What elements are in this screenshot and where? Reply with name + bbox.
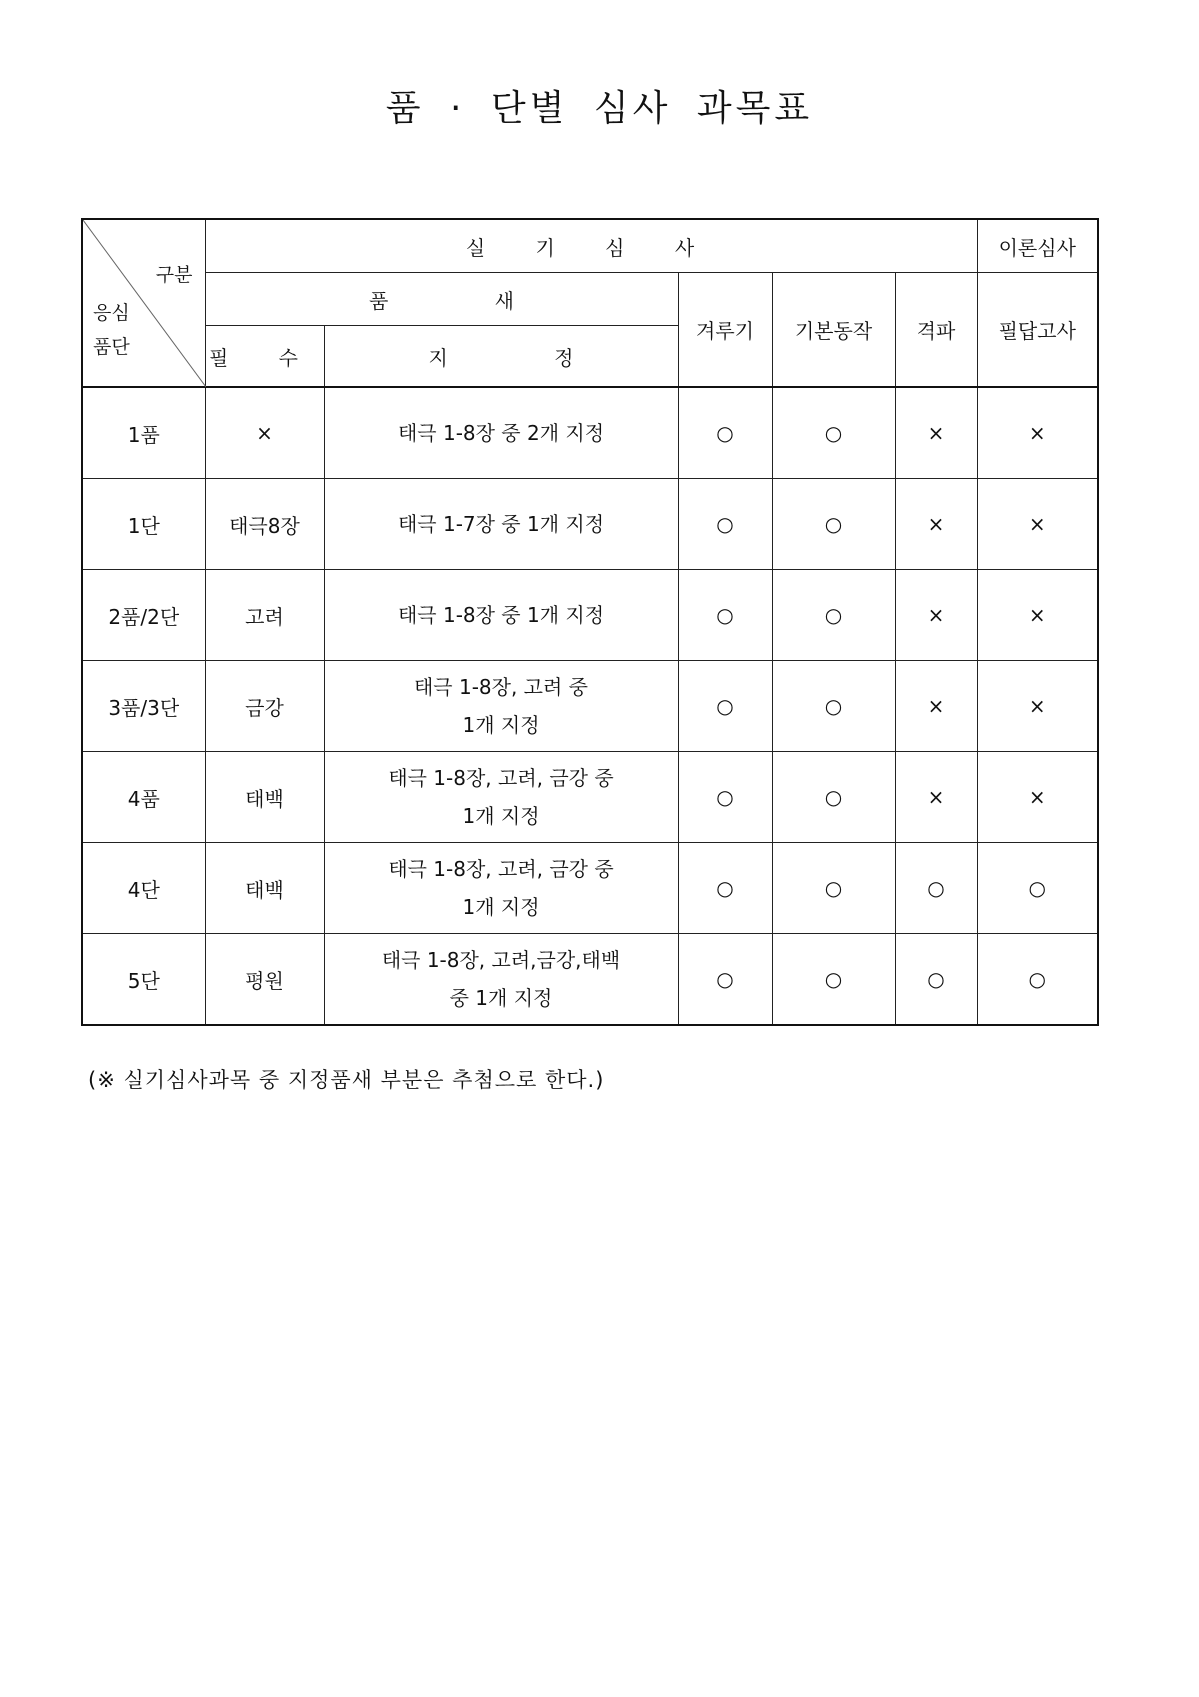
breaking-cell: ○ bbox=[895, 843, 977, 934]
breaking-header: 격파 bbox=[895, 273, 977, 388]
sparring-cell: ○ bbox=[678, 570, 772, 661]
grade-cell: 1단 bbox=[82, 479, 205, 570]
sparring-cell: ○ bbox=[678, 661, 772, 752]
breaking-cell: × bbox=[895, 387, 977, 479]
breaking-cell: × bbox=[895, 752, 977, 843]
sparring-cell: ○ bbox=[678, 752, 772, 843]
poomsae-header: 품 새 bbox=[205, 273, 678, 326]
grade-cell: 4품 bbox=[82, 752, 205, 843]
written-test-cell: × bbox=[977, 752, 1098, 843]
table-row bbox=[82, 752, 1098, 843]
corner-header-cell bbox=[82, 219, 205, 387]
designated-poomsae-cell: 태극 1-8장, 고려, 금강 중 1개 지정 bbox=[324, 843, 678, 934]
theory-exam-header: 이론심사 bbox=[977, 219, 1098, 273]
breaking-cell: × bbox=[895, 570, 977, 661]
table-row bbox=[82, 387, 1098, 479]
page-title: 품 · 단별 심사 과목표 bbox=[385, 88, 814, 129]
designated-poomsae-cell: 태극 1-7장 중 1개 지정 bbox=[324, 479, 678, 570]
designated-poomsae-cell: 태극 1-8장 중 1개 지정 bbox=[324, 570, 678, 661]
sparring-cell: ○ bbox=[678, 479, 772, 570]
basic-moves-cell: ○ bbox=[772, 479, 895, 570]
basic-moves-cell: ○ bbox=[772, 843, 895, 934]
table-body bbox=[82, 387, 1098, 1025]
designated-header: 지 정 bbox=[324, 326, 678, 388]
sparring-cell: ○ bbox=[678, 843, 772, 934]
table-row bbox=[82, 661, 1098, 752]
basic-moves-cell: ○ bbox=[772, 387, 895, 479]
sparring-cell: ○ bbox=[678, 934, 772, 1026]
grade-cell: 5단 bbox=[82, 934, 205, 1026]
exam-subjects-table bbox=[81, 218, 1099, 1026]
designated-poomsae-cell: 태극 1-8장, 고려,금강,태백 중 1개 지정 bbox=[324, 934, 678, 1026]
table-row bbox=[82, 570, 1098, 661]
required-poomsae-cell: 금강 bbox=[205, 661, 324, 752]
designated-poomsae-cell: 태극 1-8장, 고려, 금강 중 1개 지정 bbox=[324, 752, 678, 843]
required-poomsae-cell: 평원 bbox=[205, 934, 324, 1026]
grade-cell: 1품 bbox=[82, 387, 205, 479]
required-poomsae-cell: 태백 bbox=[205, 752, 324, 843]
grade-cell: 4단 bbox=[82, 843, 205, 934]
basic-moves-cell: ○ bbox=[772, 752, 895, 843]
table-row bbox=[82, 934, 1098, 1026]
written-test-header: 필답고사 bbox=[977, 273, 1098, 388]
basic-moves-cell: ○ bbox=[772, 934, 895, 1026]
written-test-cell: ○ bbox=[977, 934, 1098, 1026]
written-test-cell: × bbox=[977, 661, 1098, 752]
required-header: 필 수 bbox=[205, 326, 324, 388]
corner-grade-label: 품단 bbox=[93, 336, 130, 358]
written-test-cell: ○ bbox=[977, 843, 1098, 934]
grade-cell: 2품/2단 bbox=[82, 570, 205, 661]
required-poomsae-cell: 태극8장 bbox=[205, 479, 324, 570]
basic-moves-header: 기본동작 bbox=[772, 273, 895, 388]
footnote: (※ 실기심사과목 중 지정품새 부분은 추첨으로 한다.) bbox=[88, 1068, 605, 1092]
practical-exam-header: 실 기 심 사 bbox=[205, 219, 977, 273]
table-row bbox=[82, 843, 1098, 934]
breaking-cell: × bbox=[895, 661, 977, 752]
basic-moves-cell: ○ bbox=[772, 661, 895, 752]
breaking-cell: ○ bbox=[895, 934, 977, 1026]
table-row bbox=[82, 479, 1098, 570]
corner-category-label: 구분 bbox=[155, 264, 193, 286]
sparring-header: 겨루기 bbox=[678, 273, 772, 388]
sparring-cell: ○ bbox=[678, 387, 772, 479]
breaking-cell: × bbox=[895, 479, 977, 570]
written-test-cell: × bbox=[977, 387, 1098, 479]
corner-applicant-label: 응심 bbox=[93, 302, 130, 324]
required-poomsae-cell: 고려 bbox=[205, 570, 324, 661]
designated-poomsae-cell: 태극 1-8장, 고려 중 1개 지정 bbox=[324, 661, 678, 752]
written-test-cell: × bbox=[977, 479, 1098, 570]
required-poomsae-cell: 태백 bbox=[205, 843, 324, 934]
grade-cell: 3품/3단 bbox=[82, 661, 205, 752]
written-test-cell: × bbox=[977, 570, 1098, 661]
designated-poomsae-cell: 태극 1-8장 중 2개 지정 bbox=[324, 387, 678, 479]
required-poomsae-cell: × bbox=[205, 387, 324, 479]
basic-moves-cell: ○ bbox=[772, 570, 895, 661]
